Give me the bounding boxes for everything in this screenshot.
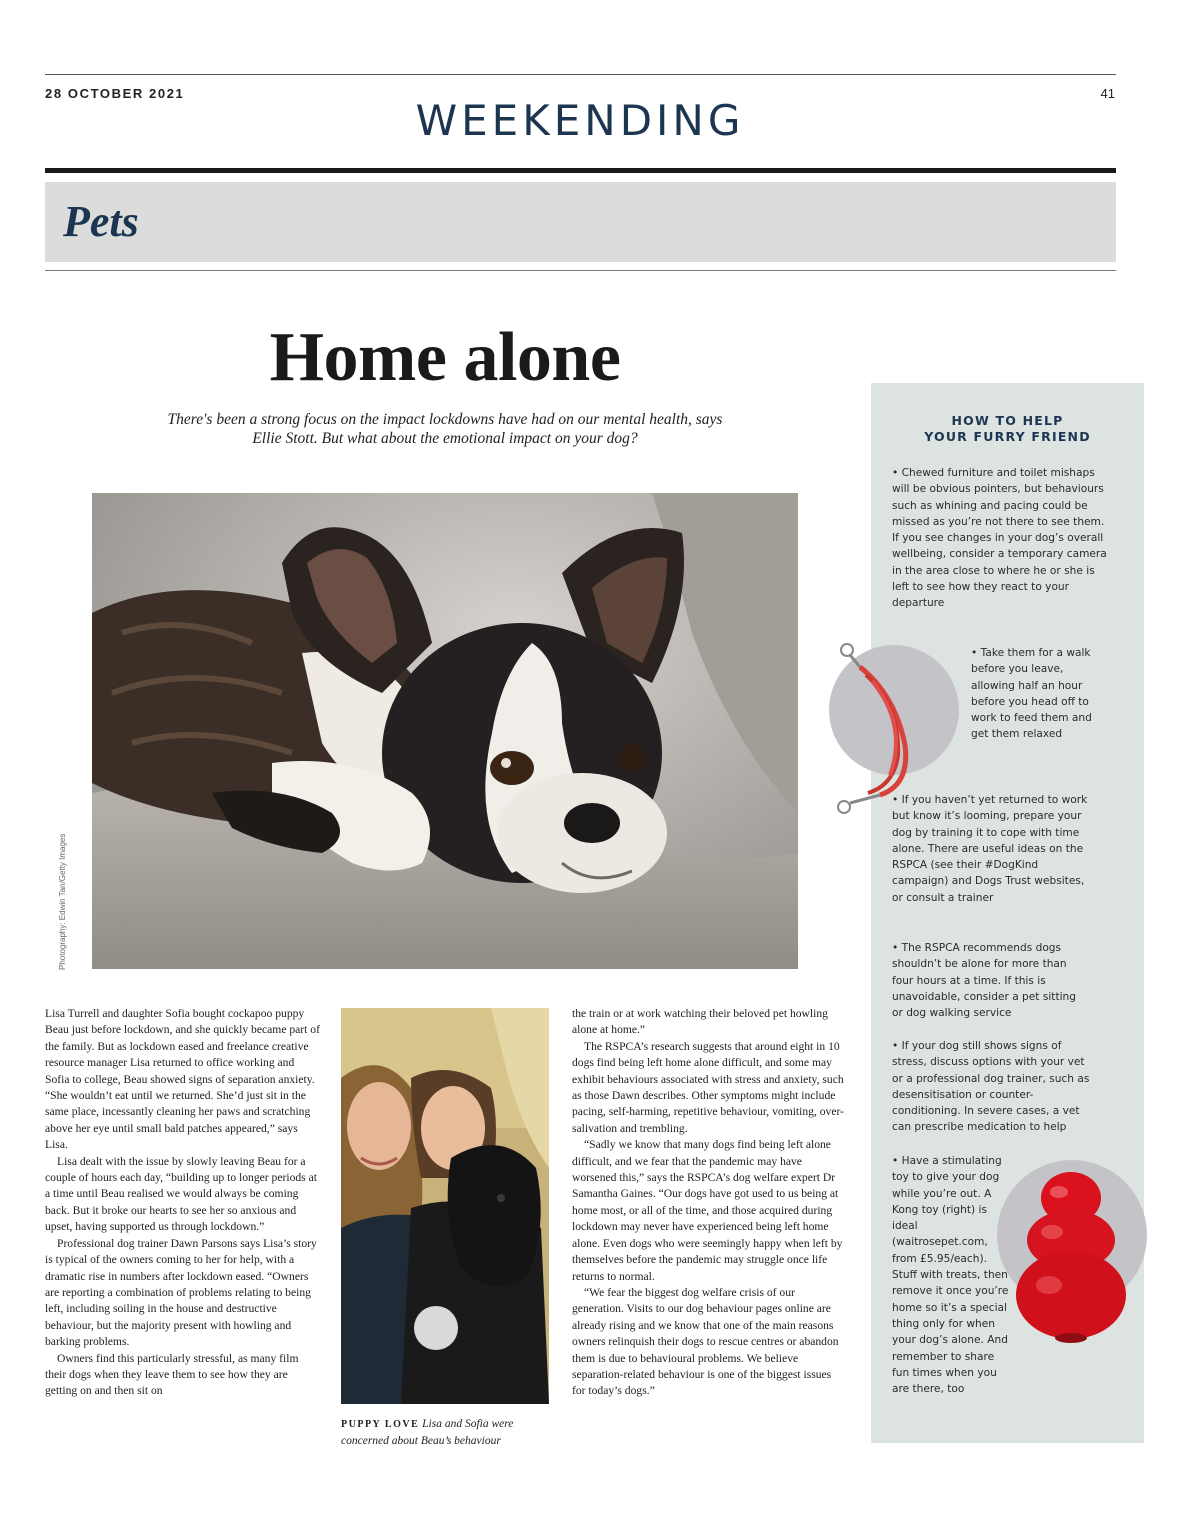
page-number: 41 <box>1100 86 1115 101</box>
body-paragraph: the train or at work watching their beloved pet howling alone at home.” <box>572 1007 828 1037</box>
body-column-3 <box>572 1006 844 1400</box>
french-bulldog-illustration <box>92 493 798 969</box>
issue-date: 28 OCTOBER 2021 <box>45 86 185 101</box>
sidebar-tip: • Have a stimulating toy to give your dog while you’re out. A Kong toy (right) is ideal (waitrosepet.com, from £5.95/each). Stuff with treats, then remove it once you’re home so it’s a special thing only for when your dog’s alone. And remember to share fun times when you are there, too <box>892 1155 1009 1396</box>
body-paragraph: “We fear the biggest dog welfare crisis of our generation. Visits to our dog behaviour pages online are already rising and we know that one of the main reasons owners relinquish their dogs to rescue centres or abandon them is due to behavioural problems. We believe separation-related behaviour is one of the biggest issues for today’s dogs.” <box>572 1285 839 1398</box>
selfie-photo <box>341 1008 549 1404</box>
section-label: Pets <box>63 197 139 246</box>
body-paragraph: The RSPCA’s research suggests that around eight in 10 dogs find being left home alone difficult, and some may exhibit behaviours associated with stress and anxiety, such as those Dawn describes. Other symptoms might include pacing, self-harming, repetitive behaviour, vomiting, over-salivation and trembling. <box>572 1039 844 1135</box>
headline: Home alone <box>269 319 621 396</box>
sidebar-title-line: HOW TO HELP <box>951 413 1064 428</box>
kong-toy-illustration <box>1014 1170 1128 1348</box>
section-masthead: WEEKENDING <box>415 96 745 145</box>
section-rule <box>45 270 1116 271</box>
sidebar-tip: • The RSPCA recommends dogs shouldn’t be alone for more than four hours at a time. If this is unavoidable, consider a pet sitting or dog walking service <box>892 942 1076 1020</box>
sidebar-tip: • If you haven’t yet returned to work but know it’s looming, prepare your dog by training it to cope with time alone. There are useful ideas on the RSPCA (see their #DogKind campaign) and Dogs Trust websites, or consult a trainer <box>892 794 1088 904</box>
masthead-rule <box>45 168 1116 173</box>
top-rule <box>45 74 1116 75</box>
body-paragraph: Lisa Turrell and daughter Sofia bought cockapoo puppy Beau just before lockdown, and she quickly became part of the family. But as lockdown eased and freelance creative resource manager Lisa returned to office working and Sofia to college, Beau showed signs of separation anxiety. “She wouldn’t eat until we returned. She’d just sit in the same place, incessantly cleaning her paws and scratching above her eye until small bald patches appeared,” says Lisa. <box>45 1007 320 1152</box>
section-band <box>45 182 1116 262</box>
body-paragraph: Professional dog trainer Dawn Parsons says Lisa’s story is typical of the owners coming to her for help, with a dramatic rise in numbers after lockdown eased. “Owners are reporting a combination of problems relating to being left, including soiling in the house and destructive behaviour, but the majority present with howling and barking problems. <box>45 1236 317 1349</box>
photo-credit: Photography: Edwin Tan/Getty Images <box>58 833 67 970</box>
body-column-1 <box>45 1006 320 1400</box>
body-paragraph: Owners find this particularly stressful, as many film their dogs when they leave them to see how they are getting on and then sit on <box>45 1351 299 1398</box>
sidebar-tip: • If your dog still shows signs of stress, discuss options with your vet or a professional dog trainer, such as desensitisation or counter-conditioning. In severe cases, a vet can prescribe medication to help <box>892 1040 1090 1134</box>
caption-text: Lisa and Sofia were concerned about Beau’s behaviour <box>341 1418 514 1447</box>
caption-key: PUPPY LOVE <box>341 1419 420 1430</box>
standfirst: There's been a strong focus on the impact lockdowns have had on our mental health, says Ellie Stott. But what about the emotional impact on your dog? <box>167 411 723 447</box>
owners-with-puppy-illustration <box>341 1008 549 1404</box>
dog-lead-illustration <box>820 635 930 825</box>
sidebar-tip: • Take them for a walk before you leave, allowing half an hour before you head off to work to feed them and get them relaxed <box>971 647 1092 741</box>
sidebar-title-line: YOUR FURRY FRIEND <box>924 429 1091 444</box>
hero-photo <box>92 493 798 969</box>
sidebar-tip: • Chewed furniture and toilet mishaps will be obvious pointers, but behaviours such as whining and pacing could be missed as you’re not there to see them. If you see changes in your dog’s overall wellbeing, consider a temporary camera in the area close to where he or she is left to see how they react to your departure <box>892 467 1107 610</box>
photo-caption <box>341 1416 556 1449</box>
body-paragraph: “Sadly we know that many dogs find being left alone difficult, and we fear that the pandemic may have worsened this,” says the RSPCA’s dog welfare expert Dr Samantha Gaines. “Our dogs have got used to us being at home most, or all of the time, and those acquired during lockdown may never have experienced being left home alone. Even dogs who were seemingly happy when left by themselves before the pandemic may struggle once life returns to normal. <box>572 1138 843 1283</box>
body-paragraph: Lisa dealt with the issue by slowly leaving Beau for a couple of hours each day, “building up to longer periods at a time until Beau realised we would always be coming back. But it broke our hearts to see her so anxious and upset, having supported us through lockdown.” <box>45 1154 317 1234</box>
sidebar-title <box>871 413 1144 445</box>
